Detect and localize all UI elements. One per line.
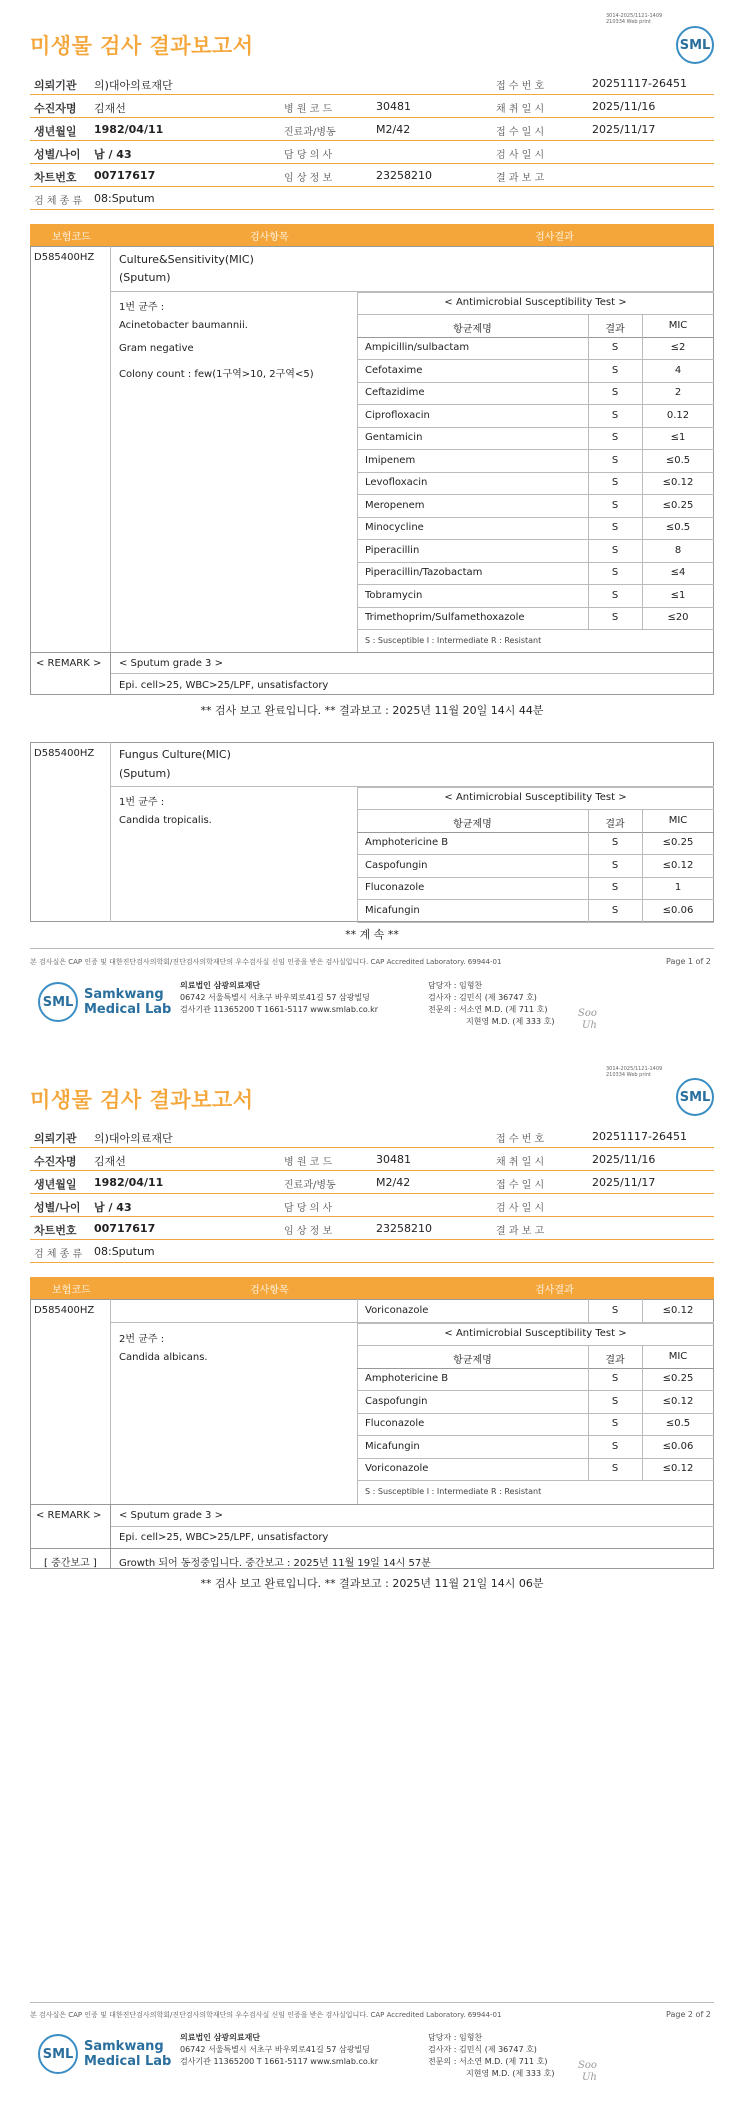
- gram-stain: Gram negative: [119, 343, 194, 354]
- signature-line2: Uh: [582, 2072, 597, 2083]
- header-row: [30, 95, 714, 118]
- drug-name: Voriconazole: [365, 1463, 429, 1474]
- col-test-item: 검사항목: [250, 232, 289, 243]
- continued-note: ** 계 속 **: [345, 928, 399, 941]
- signature-line1: Soo: [578, 2060, 597, 2071]
- col-drug: 항균제명: [453, 324, 492, 335]
- drug-result: S: [611, 1418, 619, 1429]
- hline: [357, 539, 714, 540]
- drug-mic: ≤2: [670, 342, 686, 353]
- drug-name: Amphotericine B: [365, 1373, 449, 1384]
- drug-result: S: [611, 859, 619, 871]
- header-row: [30, 1125, 714, 1148]
- drug-result: S: [611, 342, 619, 353]
- drug-name: Fluconazole: [365, 1418, 425, 1429]
- drug-mic: ≤0.5: [665, 1418, 691, 1429]
- field-label: 생년월일: [34, 125, 77, 138]
- drug-name: Fluconazole: [365, 882, 425, 893]
- header-row: [30, 164, 714, 187]
- drug-result: S: [611, 1395, 619, 1407]
- sml-footer-logo: SML: [38, 982, 78, 1022]
- header-row: [30, 1148, 714, 1171]
- header-row: [30, 141, 714, 164]
- drug-name: Gentamicin: [365, 432, 423, 443]
- drug-result: S: [611, 1373, 619, 1384]
- hline: [357, 629, 714, 630]
- drug-result: S: [611, 499, 619, 511]
- col-drug: 항균제명: [453, 819, 492, 830]
- field-value: 23258210: [376, 1222, 432, 1235]
- test-name: Culture&Sensitivity(MIC): [119, 253, 254, 266]
- remark-label: < REMARK >: [36, 658, 102, 669]
- field-label: 접 수 번 호: [496, 1134, 545, 1145]
- col-result: 결과: [605, 1355, 625, 1366]
- drug-name: Voriconazole: [365, 1305, 429, 1316]
- field-label: 진료과/병동: [284, 127, 336, 138]
- drug-mic: ≤20: [667, 612, 689, 623]
- drug-result: S: [611, 544, 619, 556]
- signature-image: [578, 2060, 597, 2084]
- ast-title: < Antimicrobial Susceptibility Test >: [444, 297, 627, 308]
- hline: [357, 562, 714, 563]
- drug-result: S: [611, 837, 619, 848]
- hline: [357, 517, 714, 518]
- field-value: 30481: [376, 100, 411, 113]
- brand-line2: Medical Lab: [84, 2054, 172, 2069]
- hline: [357, 472, 714, 473]
- drug-result: S: [611, 409, 619, 421]
- field-label: 검 체 종 류: [34, 1249, 83, 1260]
- field-value: 남 / 43: [94, 148, 132, 161]
- remark-epi: Epi. cell>25, WBC>25/LPF, unsatisfactory: [119, 1532, 329, 1543]
- drug-result: S: [611, 454, 619, 466]
- isolate-label: 1번 균주 :: [119, 302, 165, 313]
- drug-mic: ≤0.06: [662, 1440, 694, 1452]
- lab-brand: [84, 2039, 171, 2069]
- contact: 검사기관 11365200 T 1661-5117 www.smlab.co.kr: [180, 2057, 379, 2066]
- col-mic: MIC: [668, 815, 688, 826]
- field-value: 30481: [376, 1153, 411, 1166]
- field-label: 차트번호: [34, 171, 77, 184]
- drug-mic: 4: [674, 364, 682, 376]
- drug-name: Micafungin: [365, 1440, 420, 1452]
- field-label: 의뢰기관: [34, 79, 77, 92]
- hline: [357, 1413, 714, 1414]
- col-result: 결과: [605, 819, 625, 830]
- hline: [357, 494, 714, 495]
- hline: [357, 337, 714, 338]
- insurance-code: D585400HZ: [34, 1305, 95, 1316]
- field-label: 의뢰기관: [34, 1132, 77, 1145]
- drug-mic: ≤0.5: [665, 522, 691, 533]
- drug-result: S: [611, 612, 619, 623]
- drug-mic: ≤0.25: [662, 1373, 694, 1384]
- hline: [357, 382, 714, 383]
- field-value: 2025/11/17: [592, 123, 656, 136]
- accreditation-note: 본 검사실은 CAP 인증 및 대한진단검사의학회/진단검사의학재단의 우수검사실 신임 인증을 받은 검사실입니다. CAP Accredited Laboratory. 69944-01: [30, 2011, 502, 2019]
- drug-name: Cefotaxime: [365, 364, 423, 376]
- drug-mic: 2: [674, 387, 682, 398]
- field-label: 담 당 의 사: [284, 150, 333, 161]
- signature-line1: Soo: [578, 1008, 597, 1019]
- header-row: [30, 187, 714, 210]
- header-row: [30, 1240, 714, 1263]
- drug-result: S: [611, 904, 619, 916]
- sml-logo: SML: [676, 26, 714, 64]
- staff-tester: 검사자 : 김민식 (제 36747 호): [428, 2045, 537, 2054]
- vline: [357, 1299, 358, 1322]
- hline: [357, 1480, 714, 1481]
- field-value: 23258210: [376, 169, 432, 182]
- drug-name: Meropenem: [365, 499, 425, 511]
- drug-mic: 0.12: [666, 409, 690, 421]
- header-row: [30, 72, 714, 95]
- hline: [357, 877, 714, 878]
- remark-grade: < Sputum grade 3 >: [119, 658, 223, 669]
- field-value: 2025/11/17: [592, 1176, 656, 1189]
- hline: [357, 292, 714, 293]
- drug-name: Caspofungin: [365, 859, 428, 871]
- field-label: 접 수 일 시: [496, 127, 545, 138]
- accreditation-note: 본 검사실은 CAP 인증 및 대한진단검사의학회/진단검사의학재단의 우수검사실 신임 인증을 받은 검사실입니다. CAP Accredited Laboratory. 69944-01: [30, 958, 502, 966]
- drug-name: Minocycline: [365, 522, 424, 533]
- drug-mic: 8: [674, 544, 682, 556]
- web-print-stamp: 3014-2025/1121-1409 210334 Web print: [606, 1066, 663, 1078]
- staff-specialist1: 전문의 : 서소연 M.D. (제 711 호): [428, 2057, 548, 2066]
- drug-name: Imipenem: [365, 454, 416, 466]
- organism-name: Candida tropicalis.: [119, 815, 212, 826]
- lab-brand: [84, 987, 171, 1017]
- drug-name: Tobramycin: [365, 589, 423, 601]
- drug-name: Piperacillin: [365, 544, 420, 556]
- column-bar: [30, 1277, 714, 1299]
- drug-mic: 1: [674, 882, 682, 893]
- field-label: 성별/나이: [34, 1201, 81, 1214]
- staff-specialist2: 지현영 M.D. (제 333 호): [466, 1017, 555, 1026]
- ast-title: < Antimicrobial Susceptibility Test >: [444, 792, 627, 803]
- field-value: 의)대아의료재단: [94, 1132, 173, 1145]
- drug-result: S: [611, 522, 619, 533]
- page-title: 미생물 검사 결과보고서: [30, 34, 254, 58]
- field-label: 차트번호: [34, 1224, 77, 1237]
- lab-address: [180, 980, 378, 1016]
- isolate-label: 1번 균주 :: [119, 797, 165, 808]
- col-result: 검사결과: [535, 1285, 574, 1296]
- drug-mic: ≤0.25: [662, 837, 694, 848]
- field-value: 김재선: [94, 1155, 126, 1168]
- col-mic: MIC: [668, 320, 688, 331]
- field-value: 20251117-26451: [592, 77, 687, 90]
- page-number: Page 1 of 2: [666, 957, 711, 966]
- col-test-item: 검사항목: [250, 1285, 289, 1296]
- drug-name: Ceftazidime: [365, 387, 425, 398]
- staff-manager: 담당자 : 임형찬: [428, 2033, 483, 2042]
- hline: [357, 1368, 714, 1369]
- field-label: 병 원 코 드: [284, 1157, 333, 1168]
- hline: [357, 607, 714, 608]
- drug-mic: ≤1: [670, 589, 686, 601]
- field-label: 결 과 보 고: [496, 173, 545, 184]
- ast-title: < Antimicrobial Susceptibility Test >: [444, 1328, 627, 1339]
- report-complete: ** 검사 보고 완료입니다. ** 결과보고 : 2025년 11월 21일 14시 06분: [200, 1577, 544, 1590]
- web-print-stamp: 3014-2025/1121-1409 210334 Web print: [606, 13, 663, 25]
- header-row: [30, 1194, 714, 1217]
- specimen-note: (Sputum): [119, 271, 171, 284]
- test-name: Fungus Culture(MIC): [119, 748, 231, 761]
- drug-result: S: [611, 567, 619, 578]
- field-value: 00717617: [94, 169, 156, 182]
- drug-result: S: [611, 882, 619, 893]
- drug-mic: ≤0.12: [662, 477, 694, 488]
- drug-name: Trimethoprim/Sulfamethoxazole: [365, 612, 525, 623]
- drug-result: S: [611, 1440, 619, 1452]
- field-value: 00717617: [94, 1222, 156, 1235]
- drug-mic: ≤0.12: [662, 859, 694, 871]
- field-value: 20251117-26451: [592, 1130, 687, 1143]
- drug-mic: ≤0.12: [662, 1395, 694, 1407]
- field-label: 임 상 정 보: [284, 173, 333, 184]
- isolate-label: 2번 균주 :: [119, 1334, 165, 1345]
- field-value: 08:Sputum: [94, 192, 155, 205]
- insurance-code: D585400HZ: [34, 748, 95, 759]
- field-label: 생년월일: [34, 1178, 77, 1191]
- signature-line2: Uh: [582, 1020, 597, 1031]
- field-label: 진료과/병동: [284, 1180, 336, 1191]
- hline: [357, 854, 714, 855]
- field-value: 남 / 43: [94, 1201, 132, 1214]
- lab-address: [180, 2032, 378, 2068]
- col-drug: 항균제명: [453, 1355, 492, 1366]
- drug-result: S: [611, 589, 619, 601]
- brand-line1: Samkwang: [84, 987, 164, 1002]
- hline: [357, 314, 714, 315]
- field-label: 접 수 번 호: [496, 81, 545, 92]
- drug-mic: ≤0.06: [662, 904, 694, 916]
- hline: [357, 404, 714, 405]
- org-name: 의료법인 삼광의료재단: [180, 981, 261, 990]
- remark-label: < REMARK >: [36, 1510, 102, 1521]
- field-label: 수진자명: [34, 102, 77, 115]
- colony-count: Colony count : few(1구역>10, 2구역<5): [119, 369, 314, 380]
- field-label: 성별/나이: [34, 148, 81, 161]
- header-row: [30, 1171, 714, 1194]
- field-label: 담 당 의 사: [284, 1203, 333, 1214]
- field-label: 수진자명: [34, 1155, 77, 1168]
- staff-list: [428, 2032, 554, 2080]
- hline: [357, 832, 714, 833]
- drug-result: S: [611, 1463, 619, 1474]
- staff-specialist1: 전문의 : 서소연 M.D. (제 711 호): [428, 1005, 548, 1014]
- drug-result: S: [611, 477, 619, 488]
- field-label: 채 취 일 시: [496, 1157, 545, 1168]
- drug-name: Ampicillin/sulbactam: [365, 342, 470, 353]
- hline: [357, 899, 714, 900]
- field-label: 병 원 코 드: [284, 104, 333, 115]
- report-complete: ** 검사 보고 완료입니다. ** 결과보고 : 2025년 11월 20일 14시 44분: [200, 704, 544, 717]
- field-label: 결 과 보 고: [496, 1226, 545, 1237]
- insurance-code: D585400HZ: [34, 252, 95, 263]
- col-insurance-code: 보험코드: [52, 232, 91, 243]
- drug-mic: ≤0.25: [662, 499, 694, 511]
- drug-result: S: [611, 1305, 619, 1316]
- address: 06742 서울특별시 서초구 바우뫼로41길 57 삼광빌딩: [180, 2045, 370, 2054]
- staff-specialist2: 지현영 M.D. (제 333 호): [466, 2069, 555, 2078]
- ast-legend: S : Susceptible I : Intermediate R : Resistant: [365, 635, 542, 645]
- field-label: 검 사 일 시: [496, 150, 545, 161]
- specimen-note: (Sputum): [119, 767, 171, 780]
- drug-mic: ≤4: [670, 567, 686, 578]
- hline: [357, 449, 714, 450]
- organism-name: Acinetobacter baumannii.: [119, 320, 248, 331]
- drug-mic: ≤1: [670, 432, 686, 443]
- field-value: 의)대아의료재단: [94, 79, 173, 92]
- column-bar: [30, 224, 714, 246]
- hline: [357, 1458, 714, 1459]
- page-title: 미생물 검사 결과보고서: [30, 1088, 254, 1112]
- ast-legend: S : Susceptible I : Intermediate R : Resistant: [365, 1486, 542, 1496]
- drug-mic: ≤0.5: [665, 454, 691, 466]
- drug-result: S: [611, 364, 619, 376]
- interim-label: [ 중간보고 ]: [44, 1558, 97, 1569]
- field-value: 1982/04/11: [94, 1176, 164, 1189]
- organism-name: Candida albicans.: [119, 1352, 208, 1363]
- hline: [357, 787, 714, 788]
- hline: [357, 1435, 714, 1436]
- hline: [357, 584, 714, 585]
- header-row: [30, 118, 714, 141]
- drug-result: S: [611, 387, 619, 398]
- drug-name: Piperacillin/Tazobactam: [365, 567, 483, 578]
- sml-logo: SML: [676, 1078, 714, 1116]
- brand-line1: Samkwang: [84, 2039, 164, 2054]
- field-value: 김재선: [94, 102, 126, 115]
- drug-mic: ≤0.12: [662, 1463, 694, 1474]
- staff-tester: 검사자 : 김민식 (제 36747 호): [428, 993, 537, 1002]
- drug-mic: ≤0.12: [662, 1305, 694, 1316]
- field-label: 접 수 일 시: [496, 1180, 545, 1191]
- drug-name: Ciprofloxacin: [365, 409, 430, 421]
- hline: [357, 922, 714, 923]
- brand-line2: Medical Lab: [84, 1002, 172, 1017]
- hline: [357, 427, 714, 428]
- field-label: 검 체 종 류: [34, 196, 83, 207]
- field-value: M2/42: [376, 123, 411, 136]
- org-name: 의료법인 삼광의료재단: [180, 2033, 261, 2042]
- signature-image: [578, 1008, 597, 1032]
- col-result: 검사결과: [535, 232, 574, 243]
- drug-name: Amphotericine B: [365, 837, 449, 848]
- field-value: M2/42: [376, 1176, 411, 1189]
- staff-list: [428, 980, 554, 1028]
- remark-epi: Epi. cell>25, WBC>25/LPF, unsatisfactory: [119, 680, 329, 691]
- drug-name: Micafungin: [365, 904, 420, 916]
- vline: [357, 787, 358, 923]
- field-label: 채 취 일 시: [496, 104, 545, 115]
- header-row: [30, 1217, 714, 1240]
- hline: [357, 809, 714, 810]
- hline: [357, 1345, 714, 1346]
- field-value: 2025/11/16: [592, 100, 656, 113]
- field-value: 08:Sputum: [94, 1245, 155, 1258]
- col-result: 결과: [605, 324, 625, 335]
- address: 06742 서울특별시 서초구 바우뫼로41길 57 삼광빌딩: [180, 993, 370, 1002]
- hline: [357, 1390, 714, 1391]
- remark-grade: < Sputum grade 3 >: [119, 1510, 223, 1521]
- drug-result: S: [611, 432, 619, 443]
- drug-name: Levofloxacin: [365, 477, 428, 488]
- field-label: 임 상 정 보: [284, 1226, 333, 1237]
- field-label: 검 사 일 시: [496, 1203, 545, 1214]
- col-mic: MIC: [668, 1351, 688, 1362]
- hline: [357, 1323, 714, 1324]
- contact: 검사기관 11365200 T 1661-5117 www.smlab.co.kr: [180, 1005, 379, 1014]
- field-value: 2025/11/16: [592, 1153, 656, 1166]
- interim-text: Growth 되어 동정중입니다. 중간보고 : 2025년 11월 19일 14시 57분: [119, 1558, 431, 1569]
- hline: [357, 359, 714, 360]
- staff-manager: 담당자 : 임형찬: [428, 981, 483, 990]
- field-value: 1982/04/11: [94, 123, 164, 136]
- col-insurance-code: 보험코드: [52, 1285, 91, 1296]
- page-number: Page 2 of 2: [666, 2010, 711, 2019]
- drug-name: Caspofungin: [365, 1395, 428, 1407]
- sml-footer-logo: SML: [38, 2034, 78, 2074]
